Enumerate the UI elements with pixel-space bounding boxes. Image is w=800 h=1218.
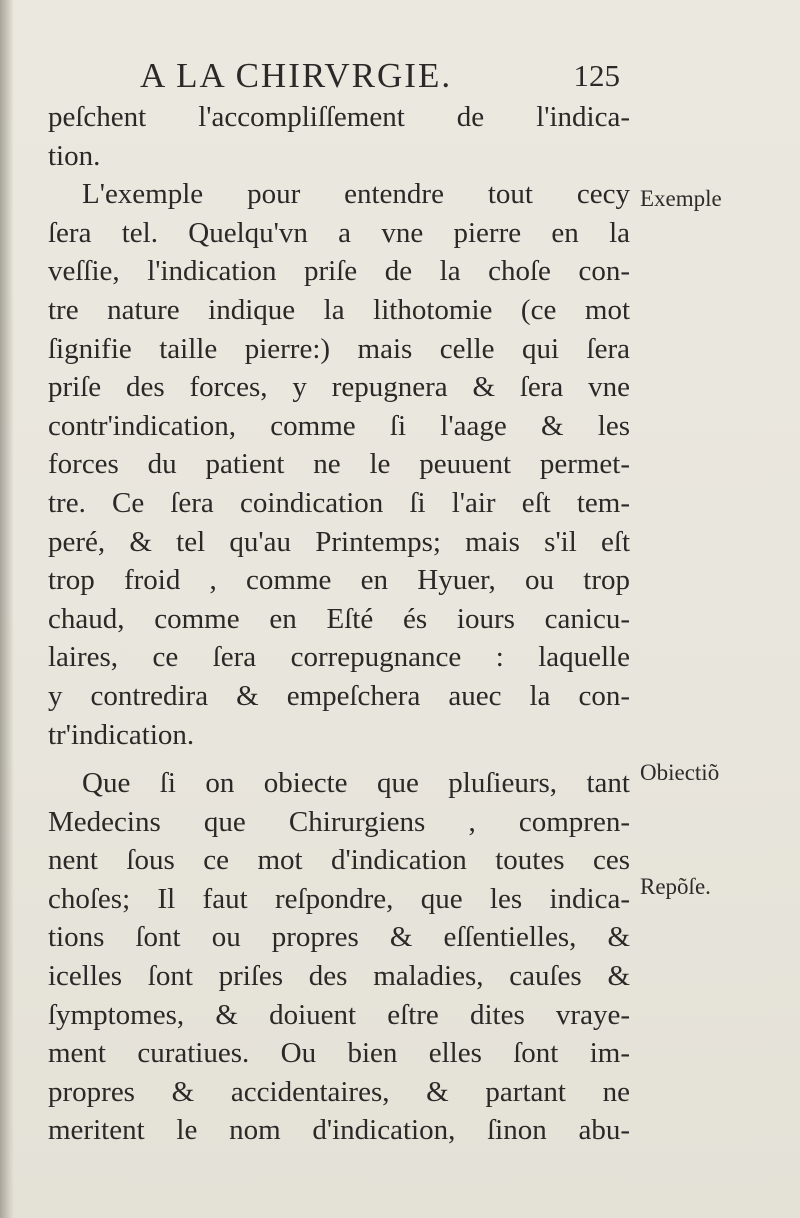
text-line: choſes; Il faut reſpondre, que les indica- [48,882,630,915]
text-line: Medecins que Chirurgiens , compren- [48,805,630,838]
text-line: tre nature indique la lithotomie (ce mot [48,293,630,326]
text-line: nent ſous ce mot d'indication toutes ces [48,844,630,877]
text-line: laires, ce ſera correpugnance : laquelle [48,641,630,674]
text-line: trop froid , comme en Hyuer, ou trop [48,564,630,597]
text-line: peré, & tel qu'au Printemps; mais s'il eſt [48,525,630,558]
margin-note-exemple: Exemple [640,186,722,211]
text-line: chaud, comme en Eſté és iours canicu- [48,602,630,635]
gutter-shadow [0,0,14,1218]
text-line: tions ſont ou propres & eſſentielles, & [48,921,630,954]
text-line: y contredira & empeſchera auec la con- [48,679,630,712]
text-line: tr'indication. [48,718,195,751]
text-line: propres & accidentaires, & partant ne [48,1075,630,1108]
margin-note-objection: Obiectiõ [640,760,720,785]
text-line: tion. [48,139,101,172]
text-line: contr'indication, comme ſi l'aage & les [48,409,630,442]
text-line: tre. Ce ſera coindication ſi l'air eſt tem- [48,486,630,519]
text-line: priſe des forces, y repugnera & ſera vne [48,371,630,404]
text-line: Que ſi on obiecte que pluſieurs, tant [82,767,630,800]
running-title: A LA CHIRVRGIE. [140,56,453,95]
text-line: meritent le nom d'indication, ſinon abu- [48,1114,630,1147]
text-line: icelles ſont priſes des maladies, cauſes & [48,960,630,993]
margin-note-reponse: Repõſe. [640,874,711,899]
body-text [48,98,630,1150]
text-line: ment curatiues. Ou bien elles ſont im- [48,1037,630,1070]
text-line: forces du patient ne le peuuent permet- [48,448,630,481]
text-line: ſera tel. Quelqu'vn a vne pierre en la [48,216,630,249]
page-header [140,52,620,100]
text-line: veſſie, l'indication priſe de la choſe con- [48,255,630,288]
text-line: ſymptomes, & doiuent eſtre dites vraye- [48,998,630,1031]
text-line: L'exemple pour entendre tout cecy [82,178,630,211]
text-line: peſchent l'accompliſſement de l'indica- [48,101,630,133]
page-number: 125 [573,58,620,93]
text-line: ſignifie taille pierre:) mais celle qui ſera [48,332,630,365]
